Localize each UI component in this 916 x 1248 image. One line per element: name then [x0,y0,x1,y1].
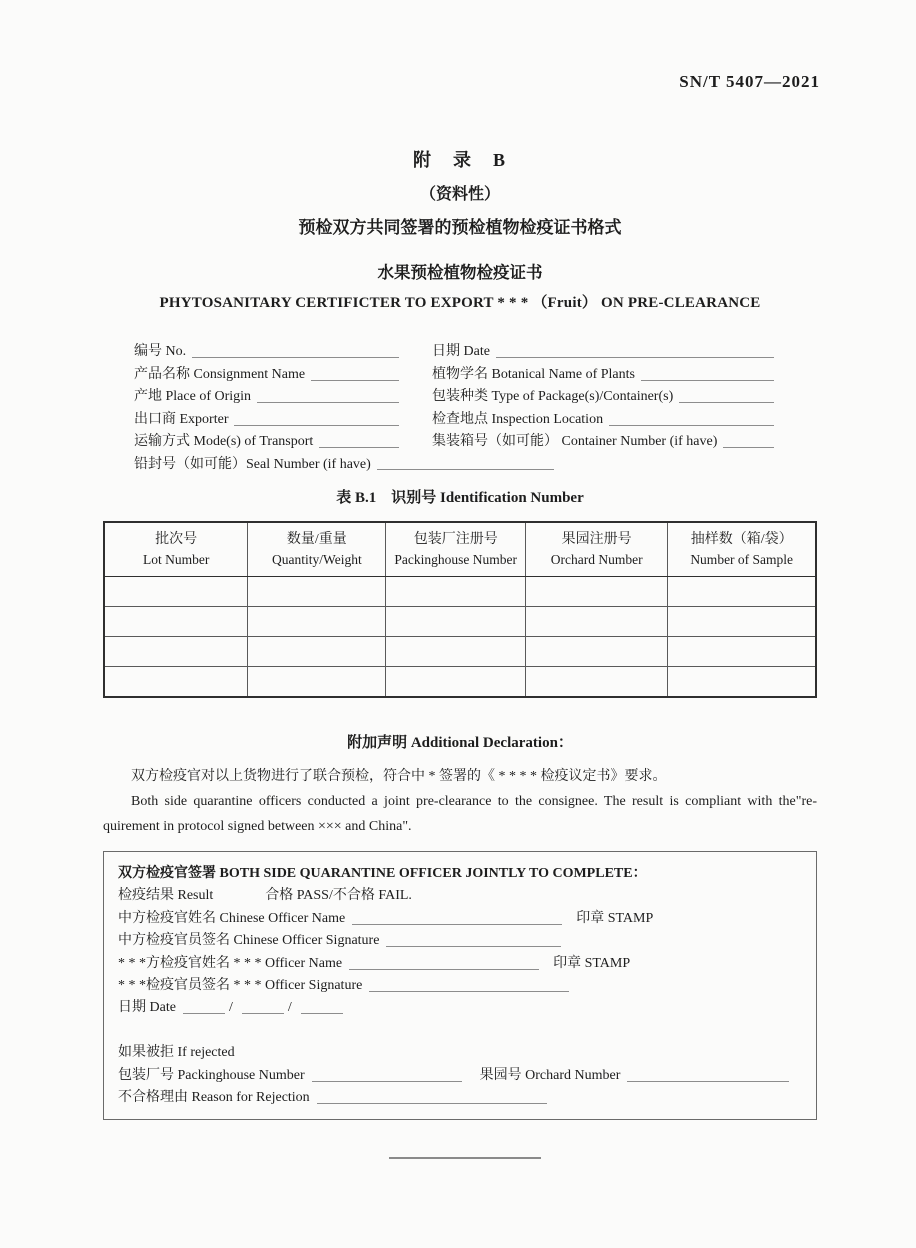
col-number-of-sample [668,522,816,576]
blank-line [183,1012,225,1014]
stamp-label: 印章 STAMP [576,910,654,926]
table-cell [248,636,386,666]
blank-line [312,1080,462,1082]
result-options: 合格 PASS/不合格 FAIL. [265,888,412,904]
field-inspection-location [432,406,774,428]
table-cell [386,576,526,606]
table-cell [668,636,816,666]
officer-signature-box [103,851,817,1120]
result-label: 检疫结果 Result [118,888,214,904]
packinghouse-number-label: 包装厂号 Packinghouse Number [118,1067,305,1083]
blank-line [242,1012,284,1014]
blank-line [192,357,399,358]
table-header-row [104,522,816,576]
col-number-of-sample-en: Number of Sample [690,552,794,568]
declaration-paragraph-en-line2: quirement in protocol signed between ××× and China". [103,818,412,834]
table-cell [248,576,386,606]
field-consignment-name [134,361,399,383]
identification-number-table [103,521,817,697]
orchard-number-label: 果园号 Orchard Number [479,1067,621,1083]
field-botanical-name-label: 植物学名 Botanical Name of Plants [432,366,635,382]
col-quantity-weight-en: Quantity/Weight [272,552,362,568]
table-cell [668,606,816,636]
rejection-reason-label: 不合格理由 Reason for Rejection [118,1089,310,1105]
chinese-officer-signature-label: 中方检疫官员签名 Chinese Officer Signature [118,933,380,949]
table-cell [104,666,248,697]
appendix-title: 预检双方共同签署的预检植物检疫证书格式 [298,218,622,237]
blank-line [369,990,569,992]
table-cell [525,576,667,606]
chinese-officer-name-line [118,905,802,927]
date-label: 日期 Date [118,1000,176,1016]
field-package-type [432,384,774,406]
field-botanical-name [432,361,774,383]
field-no-label: 编号 No. [134,344,187,360]
blank-line [627,1080,789,1082]
blank-line [377,469,554,470]
certificate-header-form [134,339,774,473]
table-cell [248,666,386,697]
table-row [104,606,816,636]
chinese-officer-signature-line [118,928,802,950]
table-cell [525,666,667,697]
field-no [134,339,399,361]
blank-spacer-line [118,1017,802,1039]
appendix-heading: 附 录 B [412,150,507,170]
field-place-of-origin-label: 产地 Place of Origin [134,389,252,405]
blank-line [386,945,561,947]
if-rejected-label: 如果被拒 If rejected [118,1045,235,1061]
date-separator: / [228,1000,233,1016]
table-cell [525,636,667,666]
field-transport-mode-label: 运输方式 Mode(s) of Transport [134,433,314,449]
col-lot-number-zh: 批次号 [155,532,198,548]
blank-line [311,380,399,381]
field-inspection-location-label: 检查地点 Inspection Location [432,411,604,427]
table-cell [525,606,667,636]
table-row [104,636,816,666]
date-separator: / [287,1000,292,1016]
blank-line [257,402,399,403]
informative-label: （资料性） [419,186,500,203]
field-seal-number [134,451,554,473]
table-cell [104,636,248,666]
col-packinghouse-number-en: Packinghouse Number [394,552,518,568]
form-left-column [134,339,399,451]
sign-box-heading-line [118,861,802,883]
blank-line [349,968,539,970]
result-line [118,883,802,905]
field-seal-number-label: 铅封号（如可能）Seal Number (if have) [134,457,371,473]
col-orchard-number [525,522,667,576]
declaration-paragraph-zh: 双方检疫官对以上货物进行了联合预检，符合中 * 签署的《 * * * * 检疫议定书》要求。 [131,768,667,784]
rejection-reason-line [118,1085,802,1107]
standard-number: SN/T 5407—2021 [679,72,820,91]
table-cell [386,666,526,697]
field-place-of-origin [134,384,399,406]
field-consignment-name-label: 产品名称 Consignment Name [134,366,306,382]
date-line [118,995,802,1017]
col-packinghouse-number-zh: 包装厂注册号 [413,532,498,548]
table-cell [104,606,248,636]
blank-line [723,447,774,448]
declaration-paragraph-en-line1: Both side quarantine officers conducted a joint pre-clearance to the consignee. The result is compliant with the"re- [131,793,817,809]
col-lot-number-en: Lot Number [142,552,210,568]
table-row [104,576,816,606]
end-of-section-rule [389,1157,541,1159]
col-number-of-sample-zh: 抽样数（箱/袋） [690,532,793,548]
table-caption: 表 B.1 识别号 Identification Number [336,490,584,507]
field-exporter [134,406,399,428]
blank-line [679,402,774,403]
table-row [104,666,816,697]
sign-box-heading: 双方检疫官签署 BOTH SIDE QUARANTINE OFFICER JOINTLY TO COMPLETE： [118,865,647,881]
stamp-label: 印章 STAMP [553,955,631,971]
col-packinghouse-number [386,522,526,576]
field-exporter-label: 出口商 Exporter [134,411,229,427]
form-right-column [432,339,774,451]
table-cell [668,666,816,697]
blank-line [496,357,774,358]
blank-line [319,447,399,448]
table-cell [248,606,386,636]
col-orchard-number-en: Orchard Number [550,552,643,568]
field-package-type-label: 包装种类 Type of Package(s)/Container(s) [432,389,674,405]
blank-line [609,425,774,426]
field-date [432,339,774,361]
foreign-officer-signature-label: * * *检疫官员签名 * * * Officer Signature [118,977,363,993]
col-lot-number [104,522,248,576]
field-transport-mode [134,429,399,451]
foreign-officer-signature-line [118,973,802,995]
blank-line [234,425,399,426]
page-content [103,146,817,1159]
col-orchard-number-zh: 果园注册号 [561,532,632,548]
blank-line [301,1012,343,1014]
table-cell [386,606,526,636]
col-quantity-weight-zh: 数量/重量 [286,532,347,548]
table-cell [668,576,816,606]
foreign-officer-name-line [118,950,802,972]
blank-line [352,923,562,925]
field-container-number-label: 集装箱号（如可能） Container Number (if have) [432,433,718,449]
rejected-numbers-line [118,1062,802,1084]
field-date-label: 日期 Date [432,344,490,360]
certificate-title-en: PHYTOSANITARY CERTIFICTER TO EXPORT * * * （Fruit） ON PRE-CLEARANCE [159,295,761,311]
chinese-officer-name-label: 中方检疫官姓名 Chinese Officer Name [118,910,346,926]
blank-line [317,1102,547,1104]
table-cell [104,576,248,606]
col-quantity-weight [248,522,386,576]
additional-declaration-heading: 附加声明 Additional Declaration： [347,734,573,751]
table-cell [386,636,526,666]
certificate-title-zh: 水果预检植物检疫证书 [377,263,543,282]
field-container-number [432,429,774,451]
blank-line [641,380,774,381]
if-rejected-line [118,1040,802,1062]
foreign-officer-name-label: * * *方检疫官姓名 * * * Officer Name [118,955,343,971]
